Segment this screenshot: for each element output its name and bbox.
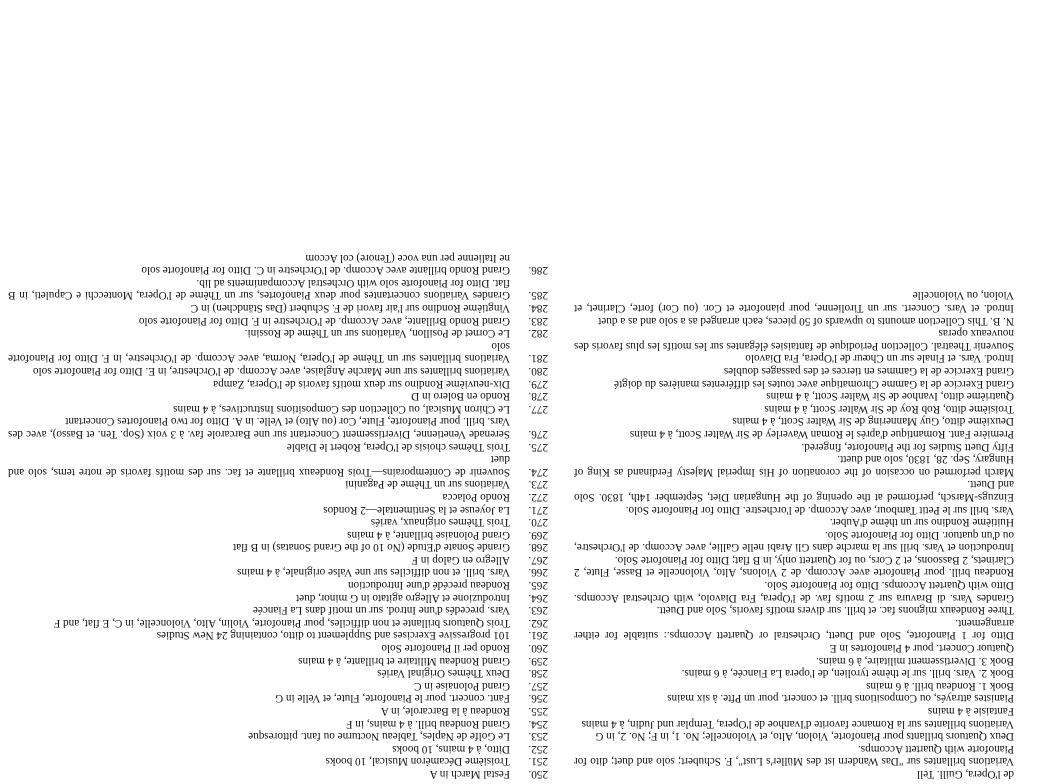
catalog-entry [574,427,1054,440]
catalog-entry [8,641,548,654]
catalog-entry [574,742,1054,767]
entry-number: 278. [528,390,548,403]
entry-text: Deuxième ditto, Guy Mannering de Sir Walter Scott, à 4 mains [732,415,1014,428]
catalog-entry [574,553,1054,578]
entry-text: Fifty Duett Studies for the Pianoforte, fingered. [801,440,1014,453]
entry-text: Fant. concert. pour le Pianoforte, Flute, et Velle in G [275,692,510,705]
catalog-entry [574,440,1054,453]
catalog-entry [8,415,548,440]
entry-number: 264. [528,591,548,604]
catalog-entry [574,453,1054,478]
catalog-entry [8,730,548,743]
catalog-entry [8,767,548,780]
catalog-entry [8,629,548,642]
entry-text: Serenade Venetienne, Divertissement Concertant sur une Barcarole fav. à 3 voix (Sop. Ten. et Basso), avec des Vars. brill. pour Pianoforte, Flute, Cor (ou Alto) et Velle. in A. Ditto for two Pianofortes Concertant [8,415,510,440]
entry-text: Introd. et Vars. Concert. sur un Tirolienne, pour pianoforte et Cor. (ou Cor) forte, Clarinet, et Violon, ou Violoncelle [574,289,1014,315]
catalog-entry [8,616,548,629]
entry-text: Rondeau à la Barcarole, in A [380,705,510,718]
entry-text: Grand Rondeau Militaire et brillante, à 4 mains [298,654,510,667]
entry-text: Variations sur un Thème de Paganini [345,478,510,491]
catalog-entry [8,440,548,453]
catalog-entry [8,541,548,554]
catalog-entry [574,654,1054,667]
catalog-entry [8,553,548,566]
entry-text: Deux Quatuors brillants pour Pianoforte, Violon, Alto, et Violoncelle; No. 1, in F; No. 2, in G [595,730,1014,743]
catalog-entry [8,742,548,755]
entry-text: Pianistes attrayés, ou Compositions brill. et concert. pour un Pfte. à six mains [667,692,1014,705]
catalog-entry [574,604,1054,617]
entry-text: Einzugs-Marsch, performed at the opening of the Hungarian Diet, September 14th, 1830. Solo and Duett. [574,478,1014,503]
catalog-entry [574,402,1054,415]
entry-number: 251. [528,755,548,768]
entry-text: Le Chiron Musical, ou Collection des Compositions Instructives, à 4 mains [173,402,510,415]
entry-text: Ditto, à 4 mains, 10 books [392,742,510,755]
entry-number: 263. [528,604,548,617]
entry-text: Festal March in A [429,768,510,780]
catalog-entry [8,692,548,705]
catalog-entry [574,616,1054,641]
catalog-entry [574,579,1054,604]
catalog-entry [574,327,1054,352]
catalog-entry [574,415,1054,428]
entry-text: Rondeau brill. pour Pianoforte avec Accomp. de 2 Violons, Alto, Violoncelle et Basse, Flute, 2 Clarinets, 2 Bassoons, et 2 Cors, ou for Quartett only, in B flat; Ditto for Pianoforte Solo. [574,553,1014,579]
entry-text: Deux Thèmes Original Variés [377,667,510,680]
entry-number: 255. [528,705,548,718]
catalog-entry [8,528,548,541]
entry-text: ne Italienne per una voce (Tenore) col Accom [305,251,510,264]
entry-number: 254. [528,717,548,730]
catalog-entry [574,717,1054,730]
entry-text: Rondo en Bolero in D [411,390,510,403]
catalog-entry [8,654,548,667]
catalog-entry [574,679,1054,692]
entry-text: Grand Exercice de la Gamme Chromatique avec toutes les différentes manières du doigté [614,377,1014,390]
entry-text: Grand Rondeau brill. à 4 mains, in F [346,717,510,730]
entry-text: Quatrième ditto, Ivanhoe de Sir Walter Scott, à 4 mains [766,390,1014,403]
entry-number: 267. [528,553,548,566]
entry-text: Ditto for 1 Pianoforte, Solo and Duett, Orchestral or Quartett Accomps.: suitable for either arrangement. [574,616,1014,642]
entry-number: 268. [528,541,548,554]
catalog-entry [8,251,548,264]
entry-text: Three Rondeaux mignons fac. et brill. sur divers motifs favoris, Solo and Duett. [656,604,1014,617]
entry-number: 252. [528,742,548,755]
entry-text: Grandes Vars. di Bravura sur 2 motifs fav. de l'Opera, Fra Diavolo, with Orchestral Accomps. Ditto with Quartett Accomps. Ditto for Pianoforte Solo. [574,579,1014,604]
catalog-entry [8,717,548,730]
left-column [574,289,1054,780]
entry-text: La Joyeuse et la Sentimentale—2 Rondos [323,503,510,516]
entry-number: 270. [528,516,548,529]
catalog-entry [8,566,548,579]
entry-number: 259. [528,654,548,667]
catalog-entry [574,516,1054,529]
catalog-entry [8,301,548,314]
entry-text: Book 1. Rondeau brill. à 6 mains [866,679,1014,692]
entry-number: 273. [528,478,548,491]
catalog-entry [8,490,548,503]
catalog-entry [8,264,548,277]
catalog-entry [574,641,1054,654]
entry-text: Allegro en Galop in F [411,553,510,566]
catalog-entry [574,528,1054,553]
entry-text: Vingtième Rondino sur l'air favori de F. Schubert (Das Ständchen) in C [190,302,510,315]
catalog-entry [8,755,548,768]
catalog-entry [8,402,548,415]
catalog-entry [574,314,1054,327]
catalog-entry [8,276,548,301]
entry-number: 271. [528,503,548,516]
entry-text: Rondo per il Pianoforte Solo [381,642,510,655]
entry-text: Grandes Variations concertantes pour deux Pianofortes, sur un Thème de l'Opera, Montecchi e Capuleti, in B flat. Ditto for Pianoforte solo with Orchestral Accompaniments ad lib. [8,276,510,302]
entry-number: 253. [528,730,548,743]
catalog-entry [8,327,548,340]
catalog-entry [8,503,548,516]
catalog-entry [8,516,548,529]
catalog-entry [8,390,548,403]
entry-text: Huitième Rondino sur un thème d'Auber. [829,516,1014,529]
entry-number: 265. [528,579,548,592]
catalog-entry [8,604,548,617]
entry-number: 282. [528,327,548,340]
entry-text: Variations brillantes sur la Romance favorite d'Ivanhoe de l'Opera, Templar und Judin, à 4 mains [581,717,1014,730]
catalog-entry [574,704,1054,717]
catalog-entry [574,352,1054,365]
entry-text: Grand Rondo Brillante, avec Accomp. de l'Orchestre in F. Ditto for Pianoforte solo [138,314,510,327]
catalog-entry [8,478,548,491]
entry-text: Introduction et Vars. brill sur la marche dans Gli Arabi nelle Gallie, avec Accomp. de l'Orchestre, ou d'un quatuor. Ditto for Pianoforte Solo. [574,528,1014,554]
entry-text: N. B. This Collection amounts to upwards of 50 pieces, each arranged as a solo and as a duet [598,314,1014,327]
entry-text: Introd. Vars. et Finale sur un Chœur de l'Opera, Fra Diavolo [745,352,1014,365]
catalog-entry [574,692,1054,705]
entry-text: Book 2. Vars. brill. sur le thème tyrolien, de l'opera La Fiancée, à 6 mains. [681,667,1014,680]
entry-number: 280. [528,365,548,377]
catalog-entry [574,364,1054,377]
right-column [8,251,548,780]
entry-text: Variations brillantes sur "Das Wandern ist des Müller's Lust", F. Schubert; solo and duet; dito for Pianoforte with Quartett Accomps. [574,742,1014,768]
entry-text: Souvenir Theatral. Collection Periodique de fantaisies élégantes sur les motifs les plus favoris des nouveaux operas [574,327,1014,352]
entry-number: 257. [528,679,548,692]
catalog-entry [8,453,548,478]
catalog-entry [574,730,1054,743]
entry-number: 286. [528,264,548,277]
entry-number: 281. [528,352,548,365]
entry-text: Rondeau precédé d'une Introduction [347,579,510,592]
catalog-entry [8,339,548,364]
entry-text: Rondo Polacca [442,490,510,503]
catalog-entry [8,704,548,717]
catalog-entry [574,478,1054,503]
entry-text: Le Cornet de Posillon, Variations sur un Thème de Rossini. [244,327,510,340]
entry-text: Introduzione et Allegro agitato in G minor, duet [296,591,510,604]
catalog-entry [574,390,1054,403]
entry-text: Souvenir de Contemporains—Trois Rondeaux brillante et fac. sur des motifs favoris de notre tems, solo and duet [8,453,510,478]
entry-text: Book 3. Divertissement militaire, à 6 mains. [816,654,1014,667]
catalog-entry [8,364,548,377]
entry-text: Grande Sonate d'Etude (No 10 of the Grand Sonatas) in B flat [233,541,510,554]
entry-text: Grand Polonaise in C [413,679,510,692]
entry-text: Vars. brill sur le Petit Tambour, avec Accomp. de l'orchestre. Ditto for Pianoforte Solo. [625,503,1014,516]
entry-text: Fantaisie à 4 mains [927,705,1014,718]
catalog-entry [574,289,1054,314]
catalog-entry [8,591,548,604]
entry-number: 261. [528,629,548,642]
catalog-entry [8,377,548,390]
entry-text: March performed on occasion of the coronation of His Imperial Majesty Ferdinand as King of Hungary, Sep. 28, 1830, solo and duett. [574,453,1014,478]
entry-text: Trois Thèmes choisis de l'Opera, Robert le Diable [286,440,510,453]
entry-number: 262. [528,616,548,629]
entry-number: 279. [528,377,548,390]
entry-number: 283. [528,314,548,327]
entry-number: 269. [528,528,548,541]
entry-number: 275. [528,440,548,453]
entry-number: 276. [528,427,548,440]
entry-text: Variations brillantes sur un Thème de l'Opera, Norma, avec Accomp. de l'Orchestre, in F. Ditto for Pianoforte solo [8,339,510,365]
entry-number: 284. [528,302,548,315]
entry-number: 266. [528,566,548,579]
entry-number: 272. [528,490,548,503]
entry-number: 260. [528,642,548,655]
catalog-entry [574,503,1054,516]
catalog-entry [574,667,1054,680]
entry-text: Grand Polonaise brillante, à 4 mains [347,528,510,541]
entry-text: Trois Thèmes originaux, variés [370,516,510,529]
entry-text: Grand Rondo brillante avec Accomp. de l'Orchestre in C. Ditto for Pianoforte solo [141,264,510,277]
entry-text: de l'Opera, Guill. Tell [916,768,1014,780]
entry-number: 256. [528,692,548,705]
entry-text: Trois Quatuors brillante et non difficiles, pour Pianoforte, Violin, Alto, Violoncelle, in C, E flat, and F [54,616,510,629]
entry-number: 274. [528,465,548,478]
entry-text: Première Fant. Romantique d'après le Roman Waverley de Sir Walter Scott, à 4 mains [629,427,1014,440]
entry-text: Variations brillantes sur une Marche Anglaise, avec Accomp. de l'Orchestre, in E. Ditto for Pianoforte solo [32,365,510,377]
entry-text: Grand Exercice de la Gammes en tierces et des passages doubles [723,365,1014,377]
catalog-entry [574,377,1054,390]
entry-text: Le Golfe de Naples, Tableau Nocturne ou fant. pittoresque [248,730,510,743]
entry-number: 258. [528,667,548,680]
entry-text: Vars. precedés d'une Introd. sur un motif dans La Fiancée [252,604,510,617]
catalog-entry [8,679,548,692]
entry-number: 250. [528,768,548,780]
entry-text: Troisième Décaméron Musical, 10 books [325,755,510,768]
catalog-entry [8,314,548,327]
entry-text: Quatuor Concert. pour 4 Pianofortes in E [829,642,1014,655]
entry-text: Troisième ditto, Rob Roy de Sir Walter Scott, à 4 mains [764,402,1014,415]
entry-number: 285. [528,289,548,302]
entry-text: Vars. brill. et non difficiles sur une Valse originale, à 4 mains [237,566,510,579]
catalog-entry [8,667,548,680]
entry-text: Dix-neuvième Rondino sur deux motifs favoris de l'Opera, Zampa [213,377,510,390]
catalog-entry [8,579,548,592]
entry-number: 277. [528,402,548,415]
entry-text: 101 progressive Exercises and Supplement to ditto, containing 24 New Studies [156,629,510,642]
catalog-entry [574,767,1054,780]
